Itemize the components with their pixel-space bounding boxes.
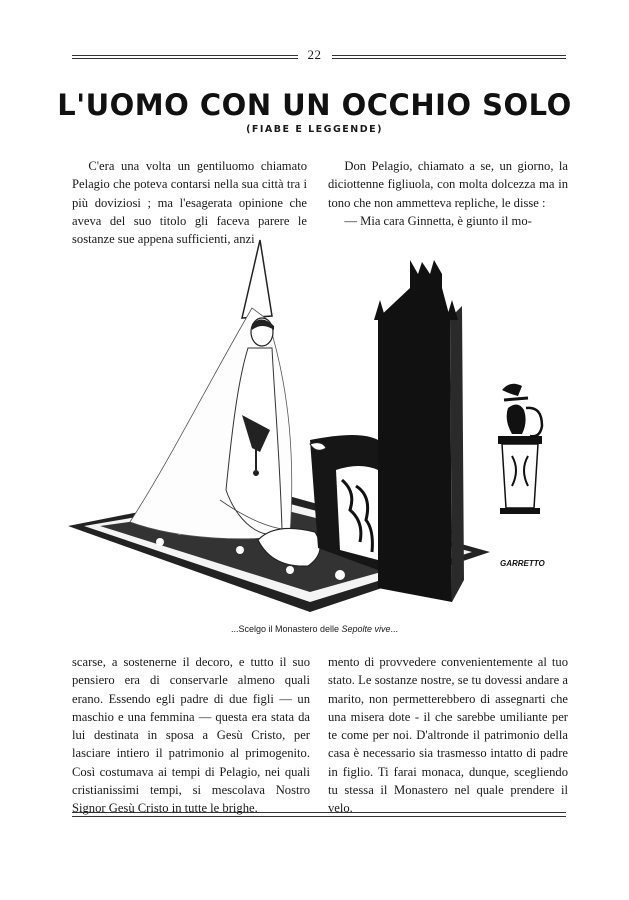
article-subtitle: (FIABE E LEGGENDE) bbox=[246, 124, 383, 135]
column-bottom-left bbox=[72, 653, 310, 818]
lady-figure-illustration bbox=[130, 240, 292, 539]
throne-illustration bbox=[310, 260, 464, 602]
column-top-right bbox=[328, 157, 568, 230]
footer-rule-top bbox=[72, 812, 566, 813]
paragraph-dialogue-start: — Mia cara Ginnetta, è giunto il mo- bbox=[344, 213, 532, 228]
paragraph-don-pelagio: Don Pelagio, chiamato a se, un giorno, la diciottenne figliuola, con molta dolcezza ma in tono che non ammetteva repliche, le disse : bbox=[328, 159, 568, 210]
illustration bbox=[60, 230, 570, 620]
footer-rule-bottom bbox=[72, 816, 566, 817]
paragraph-dialogue-continuation: mento di provvedere convenientemente al tuo stato. Le sostanze nostre, se tu dovessi andare a marito, non permetterebbero di assegnarti che una misera dote - il che sarebbe umiliante per te come per noi. D'altronde il patrimonio della casa è necessario sia trasmesso intatto di padre in figlio. Ti farai monaca, dunque, scegliendo tu stessa il Monastero nel quale prendere il velo. bbox=[328, 655, 568, 816]
page-number: 22 bbox=[0, 47, 629, 63]
paragraph-continuation: scarse, a sostenerne il decoro, e tutto il suo pensiero era di conservarle almeno quali erano. Essendo egli padre di due figli — un maschio e una femmina — questa era stata da lui destinata in sposa a Gesù Cristo, per lasciare intiero il patrimonio al primogenito. Così costumava ai tempi di Pelagio, nei quali cristianissimi tempi, si mescolava Nostro Signor Gesù Cristo in tutte le brighe. bbox=[72, 655, 310, 816]
ewer-on-pedestal-illustration bbox=[498, 384, 542, 514]
artist-signature: GARRETTO bbox=[500, 559, 545, 568]
column-bottom-right bbox=[328, 653, 568, 818]
paragraph-opening: C'era una volta un gentiluomo chiamato Pelagio che poteva contarsi nella sua città tra i più doviziosi ; ma l'esagerata opinione che aveva del suo titolo gli faceva parere le sostanze sue appena sufficienti, anzi bbox=[72, 159, 307, 247]
illustration-caption: ...Scelgo il Monastero delle Sepolte vive... bbox=[230, 624, 399, 634]
article-title: L'UOMO CON UN OCCHIO SOLO bbox=[57, 88, 572, 122]
